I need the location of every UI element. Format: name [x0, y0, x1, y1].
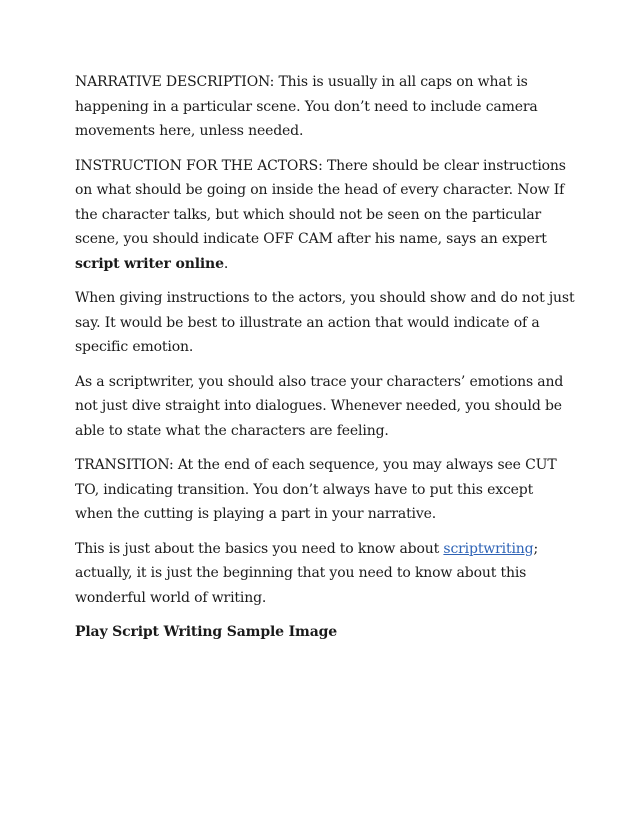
- paragraph-text: ; actually, it is just the beginning that you need to know about this wonderful world of writing.: [75, 540, 539, 606]
- bold-phrase: script writer online: [75, 255, 224, 272]
- scriptwriting-link[interactable]: scriptwriting: [443, 540, 534, 557]
- paragraph-emotions: As a scriptwriter, you should also trace your characters’ emotions and not just dive straight into dialogues. Whenever needed, you should be able to state what the characters are feeling.: [75, 373, 564, 439]
- paragraph-transition: TRANSITION: At the end of each sequence, you may always see CUT TO, indicating transition. You don’t always have to put this except when the cutting is playing a part in your narrative.: [75, 457, 557, 522]
- paragraph-text: .: [223, 255, 229, 272]
- document-body: [75, 70, 575, 645]
- section-heading: Play Script Writing Sample Image: [75, 624, 338, 640]
- paragraph-show-dont-tell: When giving instructions to the actors, you should show and do not just say. It would be best to illustrate an action that would indicate of a specific emotion.: [75, 290, 575, 355]
- paragraph-text: This is just about the basics you need to know about: [75, 540, 444, 557]
- paragraph-instruction-for-actors: [75, 154, 575, 277]
- paragraph-basics: [75, 537, 575, 611]
- paragraph-narrative-description: NARRATIVE DESCRIPTION: This is usually in all caps on what is happening in a particular scene. You don’t need to include camera movements here, unless needed.: [75, 74, 538, 139]
- paragraph-text: INSTRUCTION FOR THE ACTORS: There should be clear instructions on what should be going on inside the head of every character. Now If the character talks, but which should not be seen on the particular scene, you should indicate OFF CAM after his name, says an expert: [75, 157, 566, 247]
